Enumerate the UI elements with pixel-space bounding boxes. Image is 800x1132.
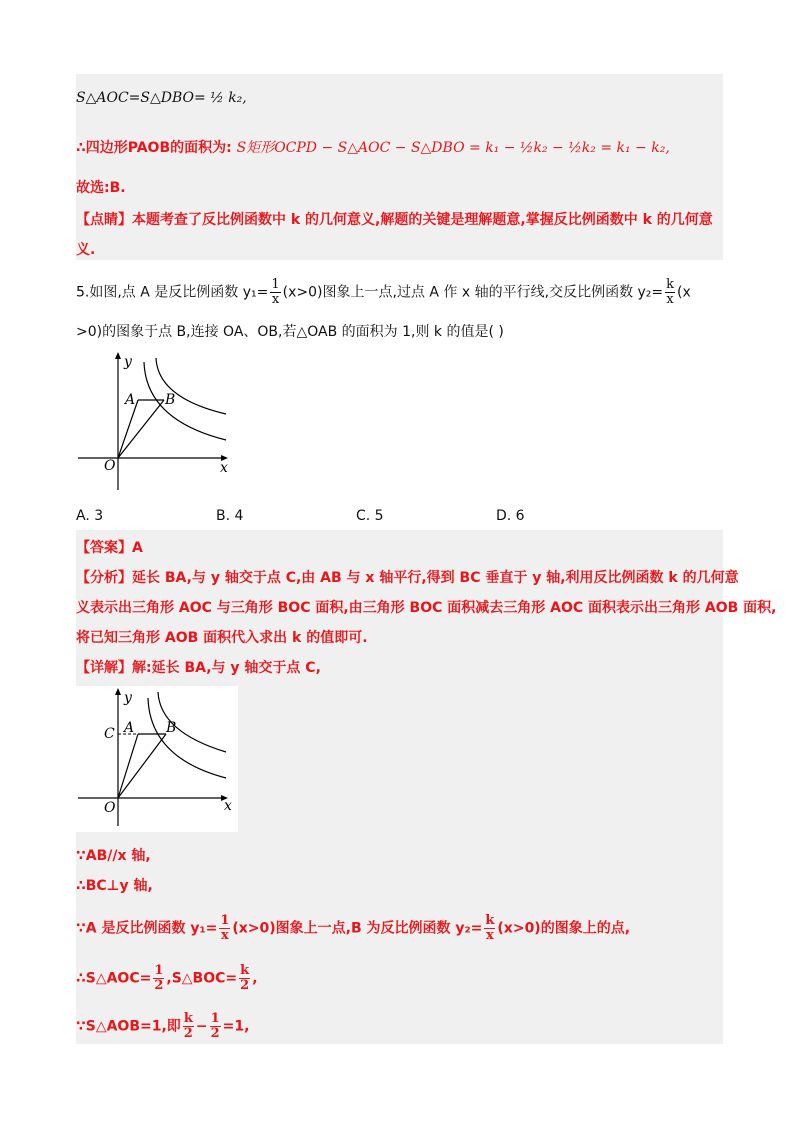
fraction-1-over-x: $\frac{1}{x}$: [271, 277, 280, 307]
option-a[interactable]: A. 3: [76, 508, 104, 524]
option-c[interactable]: C. 5: [356, 508, 384, 524]
choose-answer-line: 故选:B.: [76, 180, 126, 196]
axis-label-x: x: [220, 460, 228, 476]
step-1: ∵AB//x 轴,: [76, 848, 151, 864]
comment-line-1: 【点睛】本题考查了反比例函数中 k 的几何意义,解题的关键是理解题意,掌握反比例函数中 k 的几何意: [76, 212, 713, 228]
origin-label: O: [104, 800, 116, 816]
step-4: ∴S△AOC= $\frac{1}{2}$ ,S△BOC= $\frac{k}{2}$ ,: [76, 963, 258, 993]
analysis-line-1: 【分析】延长 BA,与 y 轴交于点 C,由 AB 与 x 轴平行,得到 BC 垂直于 y 轴,利用反比例函数 k 的几何意: [76, 570, 739, 586]
fraction-1-over-x: $\frac{1}{x}$: [220, 913, 230, 943]
point-a-label: A: [125, 392, 136, 408]
point-a-label: A: [124, 720, 135, 736]
step-2: ∴BC⊥y 轴,: [76, 878, 153, 894]
option-b[interactable]: B. 4: [216, 508, 244, 524]
question-line-2: >0)的图象于点 B,连接 OA、OB,若△OAB 的面积为 1,则 k 的值是( ): [76, 324, 504, 340]
area-equation-line: S△AOC=S△DBO= ½ k₂,: [76, 90, 247, 106]
point-c-label: C: [104, 726, 115, 742]
solution-figure: [76, 686, 238, 832]
point-b-label: B: [165, 392, 176, 408]
axis-label-y: y: [124, 690, 132, 706]
comment-line-2: 义.: [76, 242, 96, 258]
fraction-k-over-2: $\frac{k}{2}$: [240, 963, 250, 993]
step-3: ∵A 是反比例函数 y₁= $\frac{1}{x}$ (x>0)图象上一点,B 为反比例函数 y₂= $\frac{k}{x}$ (x>0)的图象上的点,: [76, 913, 631, 943]
question-figure: [76, 350, 236, 500]
axis-label-x: x: [224, 798, 232, 814]
fraction-k-over-x: $\frac{k}{x}$: [666, 277, 675, 307]
question-line-1: 5.如图,点 A 是反比例函数 y₁= $\frac{1}{x}$ (x>0)图象上一点,过点 A 作 x 轴的平行线,交反比例函数 y₂= $\frac{k}{x}$ (x: [76, 277, 691, 307]
fraction-k-over-2: $\frac{k}{2}$: [183, 1011, 193, 1041]
option-d[interactable]: D. 6: [496, 508, 525, 524]
fraction-half: $\frac{1}{2}$: [210, 1011, 220, 1041]
step-5: ∵S△AOB=1,即 $\frac{k}{2}$ − $\frac{1}{2}$ =1,: [76, 1011, 250, 1041]
answer-line: 【答案】A: [76, 540, 143, 556]
detail-line-1: 【详解】解:延长 BA,与 y 轴交于点 C,: [76, 660, 321, 676]
quadrilateral-area-line: ∴四边形PAOB的面积为: S矩形OCPD − S△AOC − S△DBO = k₁ − ½k₂ − ½k₂ = k₁ − k₂,: [76, 140, 670, 156]
analysis-line-2: 义表示出三角形 AOC 与三角形 BOC 面积,由三角形 BOC 面积减去三角形 AOC 面积表示出三角形 AOB 面积,: [76, 600, 777, 616]
fraction-half: $\frac{1}{2}$: [154, 963, 164, 993]
point-b-label: B: [166, 720, 177, 736]
origin-label: O: [104, 458, 116, 474]
analysis-line-3: 将已知三角形 AOB 面积代入求出 k 的值即可.: [76, 630, 368, 646]
fraction-k-over-x: $\frac{k}{x}$: [485, 913, 495, 943]
axis-label-y: y: [124, 354, 132, 370]
